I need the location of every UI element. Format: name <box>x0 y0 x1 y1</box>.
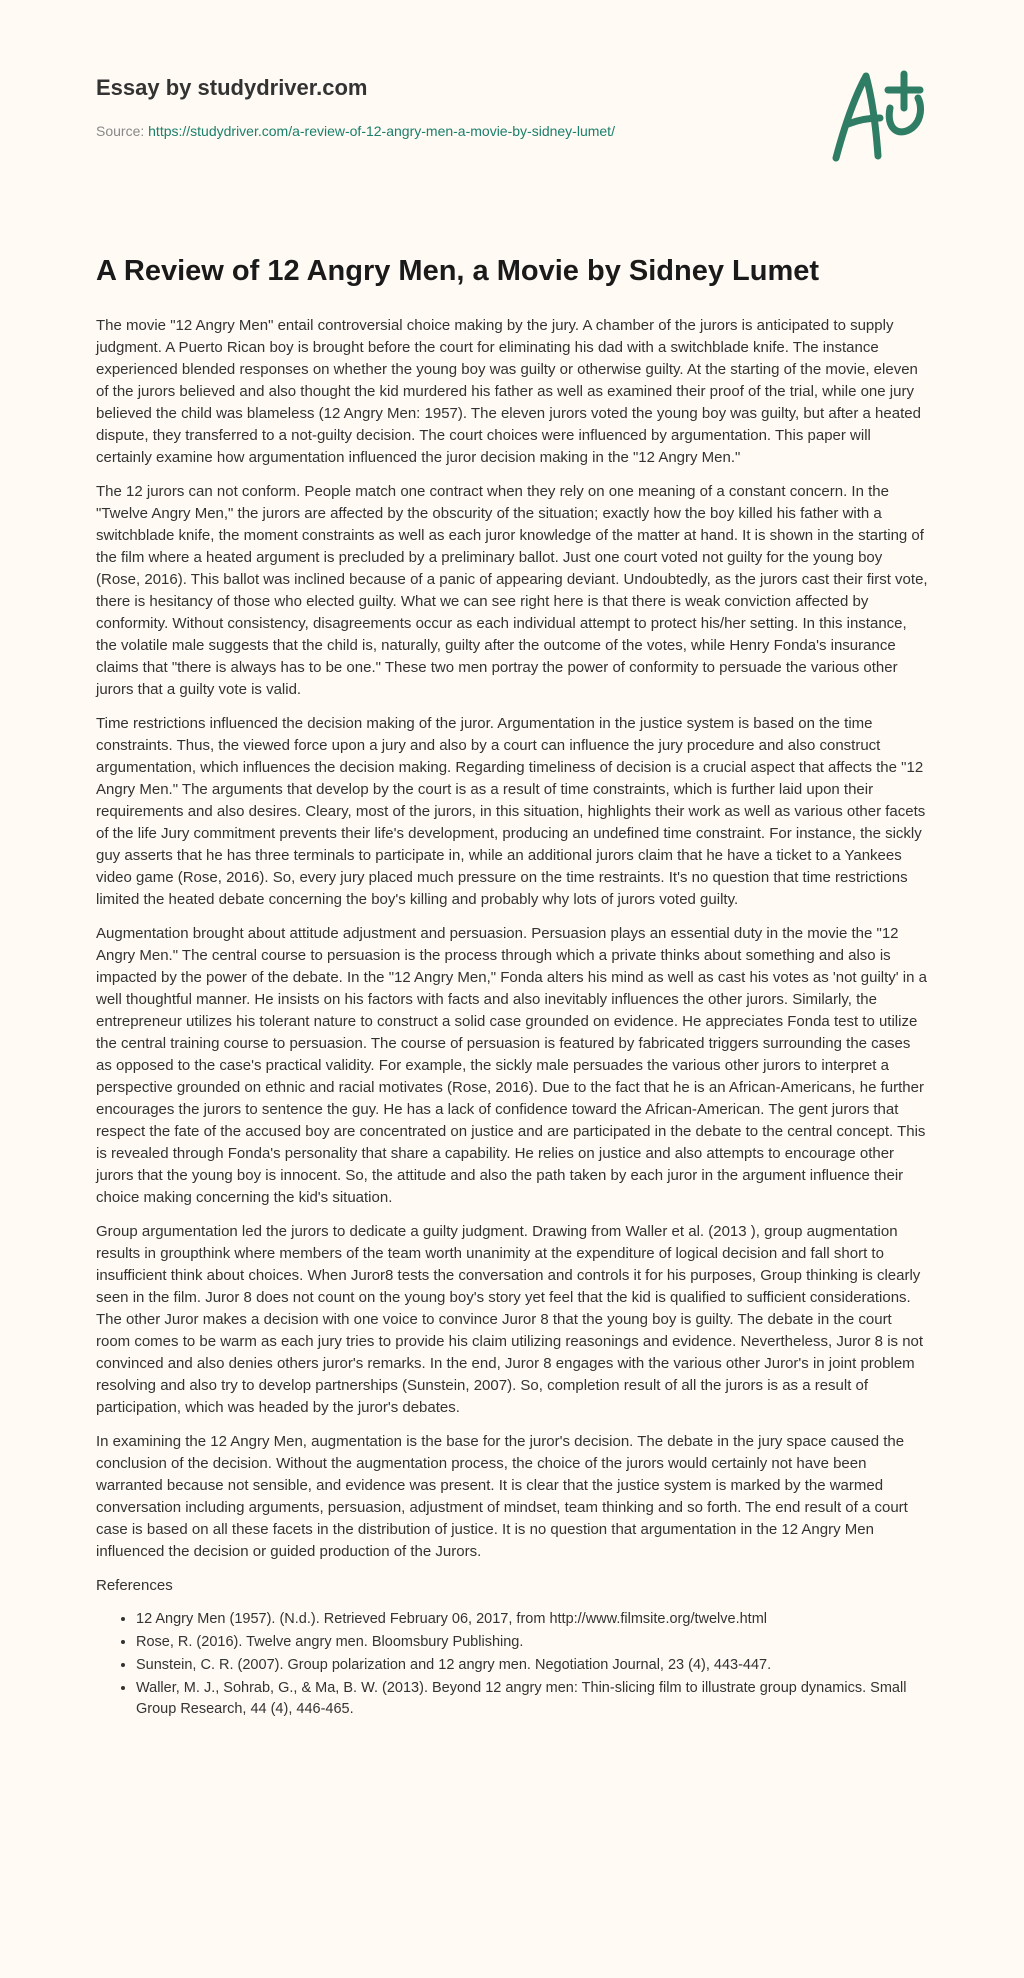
source-label: Source: <box>96 123 149 139</box>
paragraph: Time restrictions influenced the decision making of the juror. Argumentation in the justice system is based on the time constraints. Thus, the viewed force upon a jury and also by a court can influence the jury procedure and also construct argumentation, which influences the decision making. Regarding timeliness of decision is a crucial aspect that affects the "12 Angry Men." The arguments that develop by the court is as a result of time constraints, which is further laid upon their requirements and also desires. Cleary, most of the jurors, in this situation, highlights their work as well as various other facets of the life Jury commitment prevents their life's development, producing an undefined time constraint. For instance, the sickly guy asserts that he has three terminals to participate in, while an additional jurors claim that he have a ticket to a Yankees video game (Rose, 2016). So, every jury placed much pressure on the time restraints. It's no question that time restrictions limited the heated debate concerning the boy's killing and probably why lots of jurors voted guilty. <box>96 715 926 908</box>
reference-item: • Waller, M. J., Sohrab, G., & Ma, B. W. (2013). Beyond 12 angry men: Thin-slicing film to illustrate group dynamics. Small Group Research, 44 (4), 446-465. <box>136 1678 930 1720</box>
reference-item: • Rose, R. (2016). Twelve angry men. Bloomsbury Publishing. <box>136 1632 930 1653</box>
paragraph: Group argumentation led the jurors to dedicate a guilty judgment. Drawing from Waller et al. (2013 ), group augmentation results in groupthink where members of the team worth unanimity at the expenditure of logical decision and fall short to insufficient think about choices. When Juror8 tests the conversation and controls it for his purposes, Group thinking is clearly seen in the film. Juror 8 does not count on the young boy's story yet feel that the kid is qualified to sufficient considerations. The other Juror makes a decision with one voice to convince Juror 8 that the young boy is guilty. The debate in the court room comes to be warm as each jury tries to provide his claim utilizing reasonings and evidence. Nevertheless, Juror 8 is not convinced and also denies others juror's remarks. In the end, Juror 8 engages with the various other Juror's in joint problem resolving and also try to develop partnerships (Sunstein, 2007). So, completion result of all the jurors is as a result of participation, which was headed by the juror's debates. <box>96 1223 924 1416</box>
paragraph: In examining the 12 Angry Men, augmentation is the base for the juror's decision. The debate in the jury space caused the conclusion of the decision. Without the augmentation process, the choice of the jurors would certainly not have been warranted because not sensible, and evidence was present. It is clear that the justice system is marked by the warmed conversation including arguments, persuasion, adjustment of mindset, team thinking and so forth. The end result of a court case is based on all these facets in the distribution of justice. It is no question that argumentation in the 12 Angry Men influenced the decision or guided production of the Jurors. <box>96 1433 908 1560</box>
reference-item: • 12 Angry Men (1957). (N.d.). Retrieved February 06, 2017, from http://www.filmsite.org/twelve.html <box>136 1609 930 1630</box>
references-list <box>96 1609 930 1720</box>
paragraph: The movie "12 Angry Men" entail controversial choice making by the jury. A chamber of the jurors is anticipated to supply judgment. A Puerto Rican boy is brought before the court for eliminating his dad with a switchblade knife. The instance experienced blended responses on whether the young boy was guilty or otherwise guilty. At the starting of the movie, eleven of the jurors believed and also thought the kid murdered his father as well as examined their proof of the trial, while one jury believed the child was blameless (12 Angry Men: 1957). The eleven jurors voted the young boy was guilty, but after a heated dispute, they transferred to a not-guilty decision. The court choices were influenced by argumentation. This paper will certainly examine how argumentation influenced the juror decision making in the "12 Angry Men." <box>96 317 921 466</box>
references-heading: References <box>96 1577 173 1594</box>
paragraph: Augmentation brought about attitude adjustment and persuasion. Persuasion plays an essential duty in the movie the "12 Angry Men." The central course to persuasion is the process through which a private thinks about something and also is impacted by the power of the debate. In the "12 Angry Men," Fonda alters his mind as well as cast his votes as 'not guilty' in a well thoughtful manner. He insists on his factors with facts and also inevitably influences the other jurors. Similarly, the entrepreneur utilizes his tolerant nature to construct a solid case grounded on evidence. He appreciates Fonda test to utilize the central training course to persuasion. The course of persuasion is featured by fabricated triggers surrounding the cases as opposed to the case's practical validity. For example, the sickly male persuades the various other jurors to interpret a perspective grounded on ethnic and racial motivates (Rose, 2016). Due to the fact that he is an African-Americans, he further encourages the jurors to sentence the guy. He has a lack of confidence toward the African-American. The gent jurors that respect the fate of the accused boy are concentrated on justice and are participated in the debate to the central concept. This is revealed through Fonda's personality that share a capability. He relies on justice and also attempts to encourage other jurors that the young boy is innocent. So, the attitude and also the path taken by each juror in the argument influence their choice making concerning the kid's situation. <box>96 925 927 1206</box>
site-title: Essay by studydriver.com <box>96 75 368 100</box>
article-body <box>96 315 930 1722</box>
reference-item: • Sunstein, C. R. (2007). Group polarization and 12 angry men. Negotiation Journal, 23 (4), 443-447. <box>136 1655 930 1676</box>
article-title: A Review of 12 Angry Men, a Movie by Sidney Lumet <box>96 255 820 287</box>
page-header <box>0 0 1024 248</box>
source-line <box>96 123 615 139</box>
paragraph: The 12 jurors can not conform. People match one contract when they rely on one meaning of a constant concern. In the "Twelve Angry Men," the jurors are affected by the obscurity of the situation; exactly how the boy killed his father with a switchblade knife, the moment constraints as well as each juror knowledge of the matter at hand. It is shown in the starting of the film where a heated argument is precluded by a preliminary ballot. Just one court voted not guilty for the young boy (Rose, 2016). This ballot was inclined because of a panic of appearing deviant. Undoubtedly, as the jurors cast their first vote, there is hesitancy of those who elected guilty. What we can see right here is that there is weak conviction affected by conformity. Without consistency, disagreements occur as each individual attempt to protect his/her setting. In this instance, the volatile male suggests that the child is, naturally, guilty after the outcome of the votes, while Henry Fonda's insurance claims that "there is always has to be one." These two men portray the power of conformity to persuade the various other jurors that a guilty vote is valid. <box>96 483 928 698</box>
source-link[interactable]: https://studydriver.com/a-review-of-12-angry-men-a-movie-by-sidney-lumet/ <box>148 123 615 139</box>
studydriver-logo[interactable] <box>822 68 932 168</box>
